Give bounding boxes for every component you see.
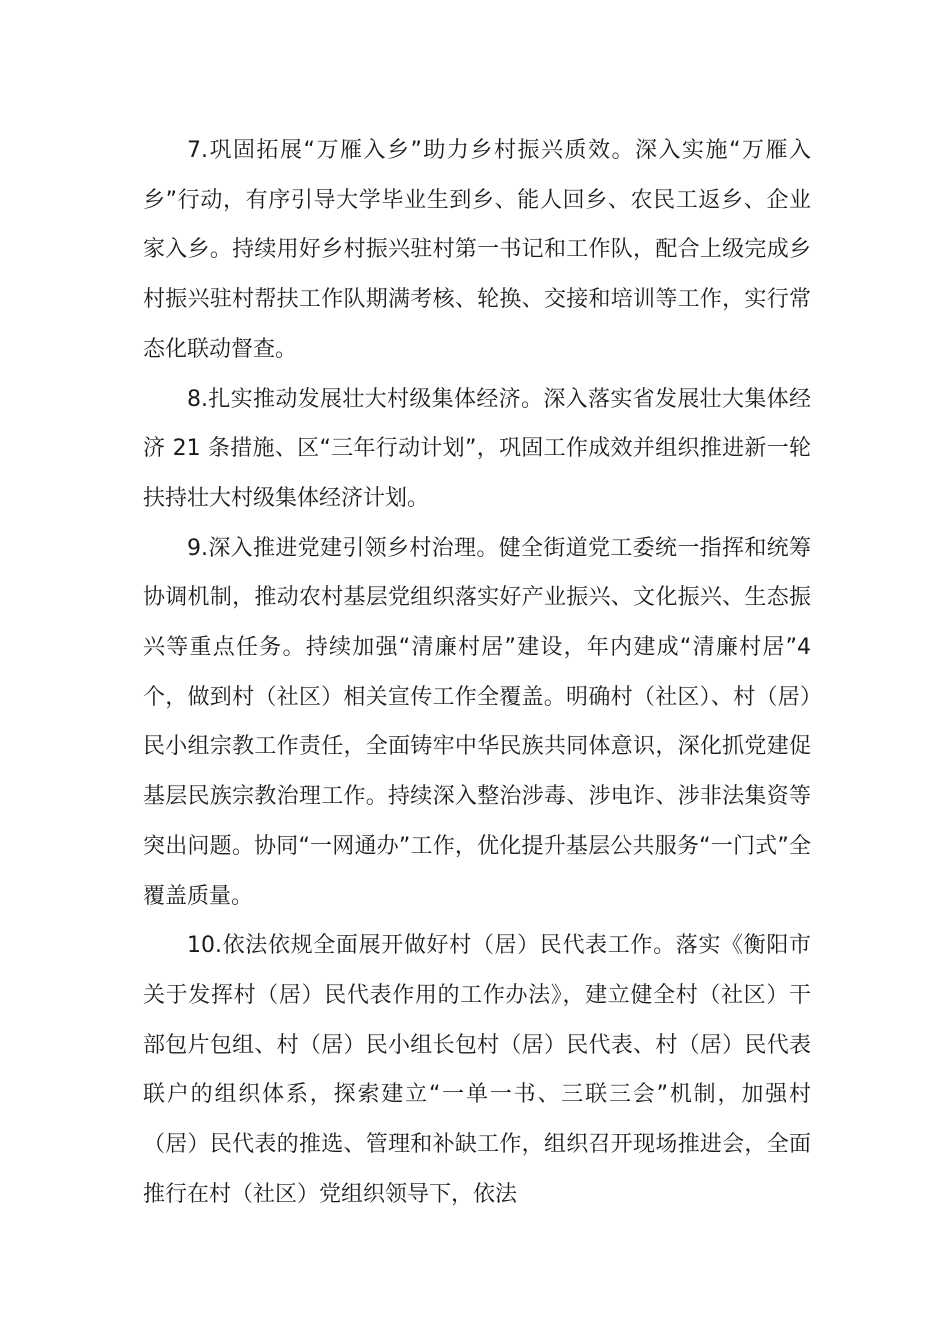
document-body [143, 126, 811, 1219]
paragraph-8: 8.扎实推动发展壮大村级集体经济。深入落实省发展壮大集体经济 21 条措施、区“三年行动计划”，巩固工作成效并组织推进新一轮扶持壮大村级集体经济计划。 [143, 386, 811, 511]
paragraph-10: 10.依法依规全面展开做好村（居）民代表工作。落实《衡阳市关于发挥村（居）民代表作用的工作办法》，建立健全村（社区）干部包片包组、村（居）民小组长包村（居）民代表、村（居）民代表联户的组织体系，探索建立“一单一书、三联三会”机制，加强村（居）民代表的推选、管理和补缺工作，组织召开现场推进会，全面推行在村（社区）党组织领导下，依法 [143, 933, 811, 1207]
paragraph-9: 9.深入推进党建引领乡村治理。健全街道党工委统一指挥和统筹协调机制，推动农村基层党组织落实好产业振兴、文化振兴、生态振兴等重点任务。持续加强“清廉村居”建设，年内建成“清廉村居”4 个，做到村（社区）相关宣传工作全覆盖。明确村（社区）、村（居）民小组宗教工作责任，全面铸牢中华民族共同体意识，深化抓党建促基层民族宗教治理工作。持续深入整治涉毒、涉电诈、涉非法集资等突出问题。协同“一网通办”工作，优化提升基层公共服务“一门式”全覆盖质量。 [143, 535, 811, 909]
paragraph-7: 7.巩固拓展“万雁入乡”助力乡村振兴质效。深入实施“万雁入乡”行动，有序引导大学毕业生到乡、能人回乡、农民工返乡、企业家入乡。持续用好乡村振兴驻村第一书记和工作队，配合上级完成乡村振兴驻村帮扶工作队期满考核、轮换、交接和培训等工作，实行常态化联动督查。 [143, 138, 811, 362]
